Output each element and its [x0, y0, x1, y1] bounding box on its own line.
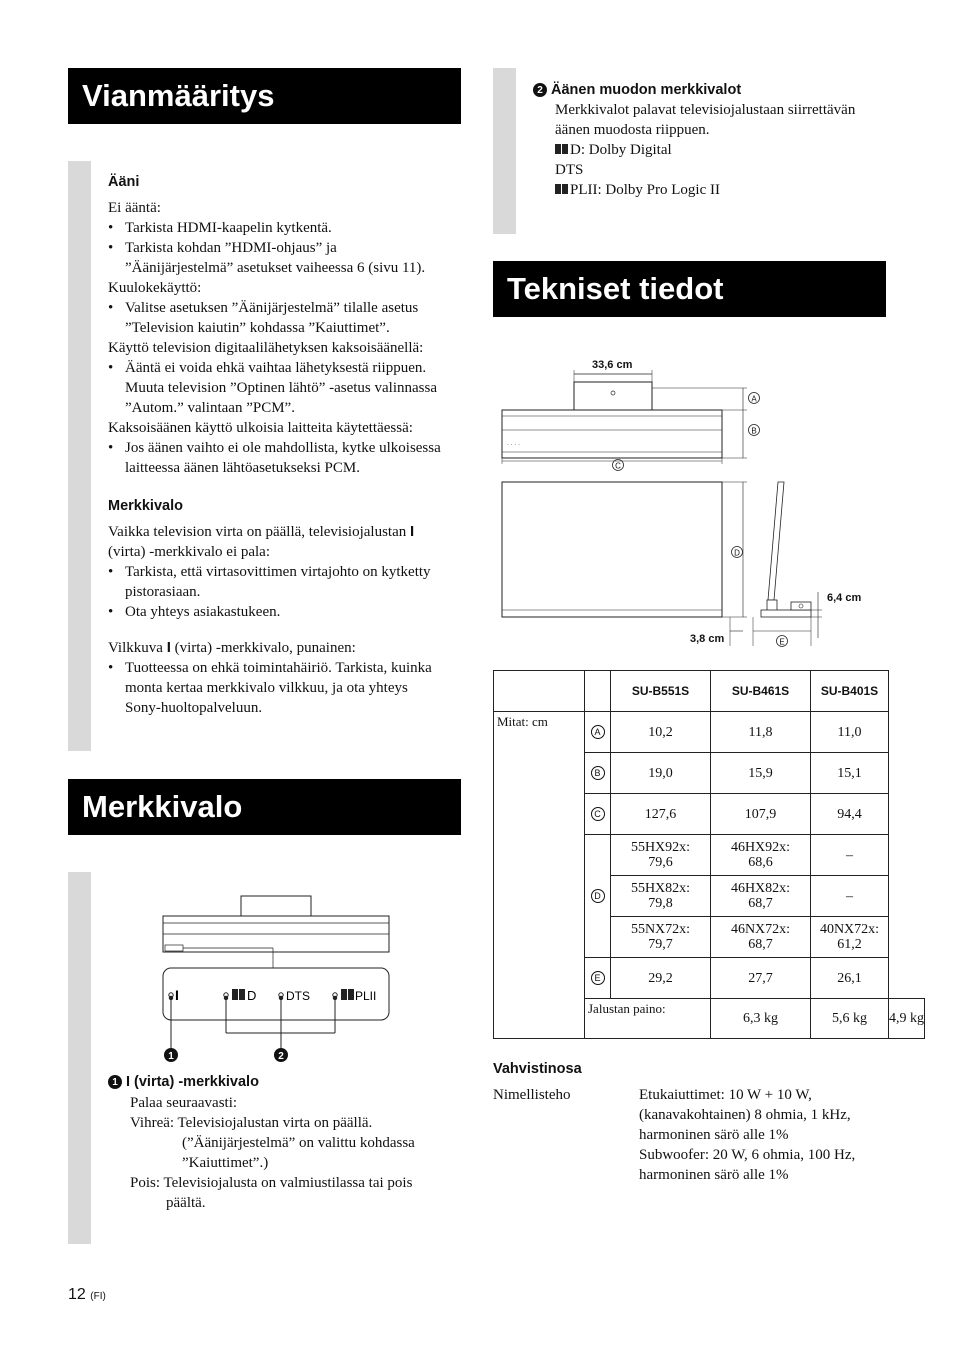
item1-text: [130, 1093, 460, 1213]
bullet-item: • Ääntä ei voida ehkä vaihtaa lähetyksestä riippuen.: [108, 358, 463, 378]
indicator-diagram: [155, 890, 400, 1065]
cell-line: 40NX72x:: [819, 922, 880, 937]
cell-line: 46HX92x:: [730, 840, 791, 855]
dimensions-label: Mitat: cm: [494, 712, 585, 1039]
svg-text:· · · ·: · · · ·: [507, 442, 520, 448]
item1-title: (virta) -merkkivalo: [134, 1074, 259, 1090]
table-cell: 4,9 kg: [889, 999, 925, 1039]
bullet-cont: ”Äänijärjestelmä” asetukset vaiheessa 6 (sivu 11).: [125, 260, 426, 276]
row-marker: [585, 753, 611, 794]
table-cell: [811, 917, 889, 958]
cell-line: 79,8: [648, 896, 673, 911]
marker-B: B: [591, 766, 605, 780]
dim-height-label: 6,4 cm: [827, 592, 862, 604]
dim-B-marker: B: [751, 426, 757, 436]
dim-A-marker: A: [751, 394, 757, 404]
bullet-item: • Tarkista, että virtasovittimen virtajohto on kytketty: [108, 562, 463, 582]
subheading-sound: Ääni: [108, 174, 140, 190]
item1-heading: [108, 1073, 259, 1091]
cell-line: 61,2: [837, 937, 862, 952]
subheading-indicator: Merkkivalo: [108, 498, 183, 514]
table-cell: 27,7: [711, 958, 811, 999]
table-cell: 94,4: [811, 794, 889, 835]
section-sidebar: [68, 872, 91, 1244]
text-line: Kuulokekäyttö:: [108, 280, 202, 296]
text-span: Vaikka television virta on päällä, televisiojalustan: [108, 524, 407, 540]
text-line: Pois: Televisiojalusta on valmiustilassa tai pois: [130, 1175, 413, 1191]
table-cell: 15,9: [711, 753, 811, 794]
bullet-cont: Sony-huoltopalveluun.: [125, 700, 263, 716]
text-line: DTS: [555, 162, 584, 178]
dts-indicator-label: DTS: [286, 989, 310, 1003]
page-number: [68, 1286, 106, 1304]
table-cell: [611, 917, 711, 958]
bullet-item: • Tarkista kohdan ”HDMI-ohjaus” ja: [108, 238, 463, 258]
text-line: [555, 140, 885, 160]
text-line: Kaksoisäänen käyttö ulkoisia laitteita käytettäessä:: [108, 420, 413, 436]
row-marker: [585, 835, 611, 958]
table-cell: [711, 917, 811, 958]
table-cell: 11,8: [711, 712, 811, 753]
row-marker: [585, 958, 611, 999]
cell-line: 55HX82x:: [630, 881, 691, 896]
dim-C-marker: C: [615, 461, 621, 471]
text-span: (virta) -merkkivalo, punainen:: [174, 640, 356, 656]
bullet-item: • Jos äänen vaihto ei ole mahdollista, kytke ulkoisessa: [108, 438, 463, 458]
page-language: (FI): [90, 1291, 106, 1302]
model-header: SU-B551S: [611, 671, 711, 712]
table-cell: 6,3 kg: [711, 999, 811, 1039]
text-line: Vihreä: Televisiojalustan virta on päällä.: [130, 1115, 373, 1131]
table-cell: 19,0: [611, 753, 711, 794]
callout-1-badge: 1: [108, 1075, 122, 1089]
text-line: äänen muodosta riippuen.: [555, 122, 710, 138]
bullet-cont: ”Television kaiutin” kohdassa ”Kaiuttimet”.: [125, 320, 390, 336]
table-cell: [611, 876, 711, 917]
dolby-digital-indicator-label: D: [247, 988, 257, 1003]
bullet-item: • Tuotteessa on ehkä toimintahäiriö. Tarkista, kuinka: [108, 658, 463, 678]
text-line: [555, 180, 885, 200]
bullet-item: • Valitse asetuksen ”Äänijärjestelmä” tilalle asetus: [108, 298, 463, 318]
amplifier-values: [639, 1085, 889, 1185]
cell-line: 79,6: [648, 855, 673, 870]
dim-E-marker: E: [779, 637, 785, 647]
table-header-empty: [585, 671, 611, 712]
table-cell: [711, 835, 811, 876]
text-line: (kanavakohtainen) 8 ohmia, 1 kHz,: [639, 1107, 851, 1123]
power-symbol: I: [126, 1074, 131, 1090]
bullet-cont: laitteessa äänen lähtöasetukseksi PCM.: [125, 460, 360, 476]
model-header: SU-B461S: [711, 671, 811, 712]
table-cell: 107,9: [711, 794, 811, 835]
text-line: Etukaiuttimet: 10 W + 10 W,: [639, 1087, 812, 1103]
text-line: Käyttö television digitaalilähetyksen kaksoisäänellä:: [108, 340, 424, 356]
row-marker: [585, 794, 611, 835]
spec-table: [493, 670, 925, 1039]
bullet-cont: pistorasiaan.: [125, 584, 201, 600]
text-line: Subwoofer: 20 W, 6 ohmia, 100 Hz,: [639, 1147, 856, 1163]
bullet-item: • Tarkista HDMI-kaapelin kytkentä.: [108, 218, 463, 238]
text-line: [108, 638, 463, 658]
section-sidebar: [493, 68, 516, 234]
cell-line: 68,7: [748, 937, 773, 952]
power-symbol: I: [166, 639, 171, 656]
model-header: SU-B401S: [811, 671, 889, 712]
text-line: (”Äänijärjestelmä” on valittu kohdassa: [182, 1135, 415, 1151]
text-line: Palaa seuraavasti:: [130, 1095, 238, 1111]
cell-line: 46NX72x:: [730, 922, 791, 937]
callout-2-badge: 2: [533, 83, 547, 97]
indicator-text: [108, 522, 463, 718]
marker-C: C: [591, 807, 605, 821]
power-indicator-label: I: [175, 987, 179, 1003]
marker-D: D: [591, 889, 605, 903]
cell-line: 68,7: [748, 896, 773, 911]
section-title-troubleshooting: Vianmääritys: [68, 68, 461, 124]
section-sidebar: [68, 161, 91, 751]
row-marker: [585, 712, 611, 753]
text-span: Vilkkuva: [108, 640, 163, 656]
sound-text: [108, 198, 463, 478]
text-line: päältä.: [166, 1195, 206, 1211]
text-line: ”Kaiuttimet”.): [182, 1155, 269, 1171]
callout-1: 1: [168, 1051, 174, 1062]
bullet-cont: monta kertaa merkkivalo vilkkuu, ja ota yhteys: [125, 680, 408, 696]
table-cell: 5,6 kg: [811, 999, 889, 1039]
bullet-cont: Muuta television ”Optinen lähtö” -asetus valinnassa: [125, 380, 438, 396]
table-cell: 10,2: [611, 712, 711, 753]
cell-line: 68,6: [748, 855, 773, 870]
callout-2: 2: [278, 1051, 284, 1062]
text-line: (virta) -merkkivalo ei pala:: [108, 544, 271, 560]
table-cell: 127,6: [611, 794, 711, 835]
item2-heading: [533, 81, 741, 99]
dim-D-marker: D: [734, 548, 740, 558]
section-title-indicator: Merkkivalo: [68, 779, 461, 835]
dim-width-label: 33,6 cm: [592, 359, 633, 371]
item2-text: [555, 100, 885, 200]
table-cell: –: [811, 835, 889, 876]
table-cell: 26,1: [811, 958, 889, 999]
item2-title: Äänen muodon merkkivalot: [551, 82, 742, 98]
table-cell: 11,0: [811, 712, 889, 753]
cell-line: 46HX82x:: [730, 881, 791, 896]
text-line: [108, 522, 463, 542]
amplifier-label: Nimellisteho: [493, 1087, 571, 1103]
table-cell: –: [811, 876, 889, 917]
weight-label: Jalustan paino:: [585, 999, 711, 1039]
text-span: D: Dolby Digital: [570, 142, 672, 158]
table-cell: 15,1: [811, 753, 889, 794]
marker-E: E: [591, 971, 605, 985]
section-title-specs: Tekniset tiedot: [493, 261, 886, 317]
table-header-empty: [494, 671, 585, 712]
cell-line: 55HX92x:: [630, 840, 691, 855]
marker-A: A: [591, 725, 605, 739]
subheading-amplifier: Vahvistinosa: [493, 1061, 582, 1077]
dimensions-diagram: [495, 352, 875, 652]
bullet-item: • Ota yhteys asiakastukeen.: [108, 602, 463, 622]
table-cell: [711, 876, 811, 917]
text-line: Merkkivalot palavat televisiojalustaan siirrettävän: [555, 102, 856, 118]
cell-line: 79,7: [648, 937, 673, 952]
dim-depth-label: 3,8 cm: [690, 633, 725, 645]
text-line: harmoninen särö alle 1%: [639, 1127, 789, 1143]
table-cell: [611, 835, 711, 876]
power-symbol: I: [410, 523, 415, 540]
page-number-value: 12: [68, 1286, 86, 1303]
cell-line: 55NX72x:: [630, 922, 691, 937]
text-span: PLII: Dolby Pro Logic II: [570, 182, 720, 198]
text-line: Ei ääntä:: [108, 200, 161, 216]
text-line: harmoninen särö alle 1%: [639, 1167, 789, 1183]
plii-indicator-label: PLII: [355, 989, 377, 1003]
table-cell: 29,2: [611, 958, 711, 999]
bullet-cont: ”Autom.” valintaan ”PCM”.: [125, 400, 295, 416]
